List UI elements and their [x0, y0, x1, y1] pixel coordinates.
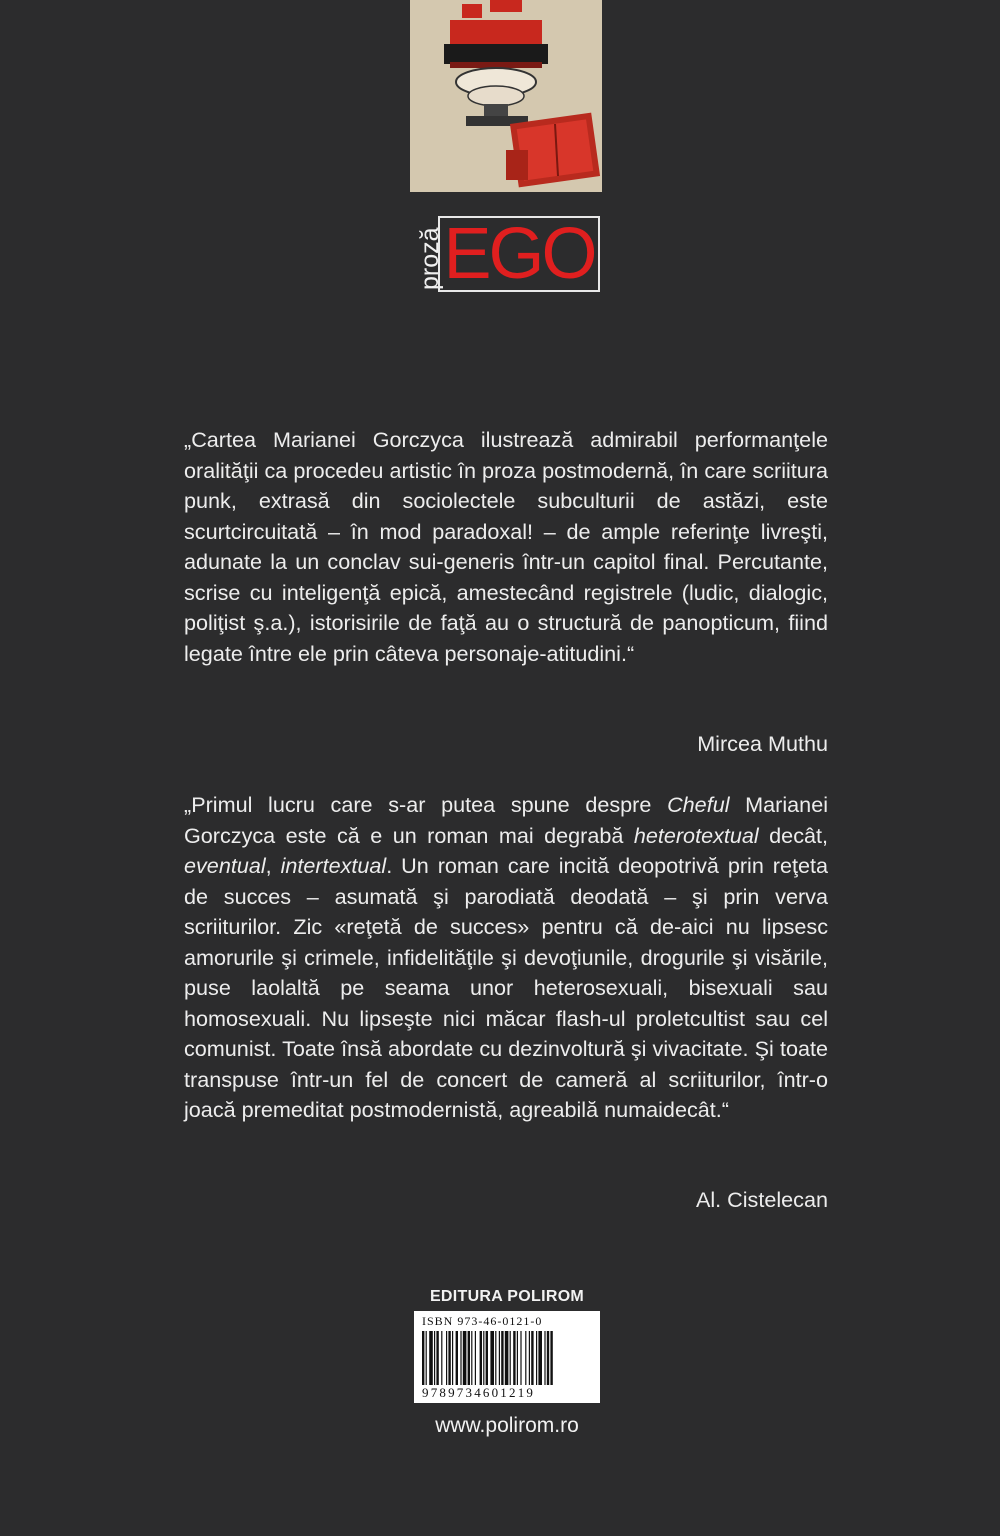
barcode-bar — [490, 1331, 494, 1385]
barcode-bar — [513, 1331, 515, 1385]
barcode-bar — [538, 1331, 542, 1385]
quote-text: decât, — [758, 822, 828, 848]
barcode-bar — [480, 1331, 482, 1385]
barcode-bar — [505, 1331, 509, 1385]
blurb-quote-2 — [184, 790, 828, 1126]
barcode-bar — [460, 1331, 461, 1385]
barcode-bar — [529, 1331, 530, 1385]
barcode-bar — [486, 1331, 488, 1385]
italic-term: Cheful — [667, 792, 730, 817]
barcode-bar — [422, 1331, 424, 1385]
barcode-bar — [517, 1331, 518, 1385]
barcode-bar — [429, 1331, 433, 1385]
barcode-bar — [441, 1331, 442, 1385]
barcode-bar — [547, 1331, 549, 1385]
barcode-bar — [456, 1331, 458, 1385]
barcode-bar — [501, 1331, 503, 1385]
imprint-logo — [410, 216, 604, 296]
isbn-number: ISBN 973-46-0121-0 — [422, 1314, 543, 1328]
publisher-name: EDITURA POLIROM — [429, 1288, 585, 1305]
barcode-bar — [525, 1331, 526, 1385]
quote-text: „Primul lucru care s-ar putea spune despre — [184, 792, 668, 817]
publisher-website: www.polirom.ro — [435, 1414, 579, 1437]
barcode-bar — [499, 1331, 500, 1385]
quote-text: „Cartea Marianei Gorczyca ilustrează admirabil performanţele oralităţii ca procedeu artistic în proza postmodernă, în care scriitura punk, extrasă din sociolectele subculturii de astăzi, este scurtcircuitată – în mod paradoxal! – de ample referinţe livreşti, adunate la un conclav sui-generis într-un capitol final. Percutante, scrise cu inteligenţă epică, amestecând registrele (ludic, dialogic, poliţist ş.a.), istorisirile de faţă au o structură de panopticum, fiind legate între ele prin câteva personaje-atitudini.“ — [184, 427, 828, 666]
barcode-bar — [520, 1331, 521, 1385]
barcode-bar — [475, 1331, 476, 1385]
barcode-bar — [436, 1331, 438, 1385]
italic-term: intertextual — [280, 853, 387, 878]
quote-author-2: Al. Cistelecan — [695, 1187, 828, 1212]
series-label: proză — [416, 227, 444, 290]
barcode-bar — [495, 1331, 496, 1385]
barcode-bar — [536, 1331, 537, 1385]
barcode-bar — [471, 1331, 472, 1385]
quote-text: , — [265, 853, 281, 878]
quote-text: . Un roman care incită deopotrivă prin reţeta de succes – asumată şi parodiată deodată – şi prin verva scriiturilor. Zic «reţetă de succes» pentru că de-aici nu lipsesc amorurile şi crimele, infidelităţile şi devoţiunile, drogurile şi visările, puse laolaltă pe seama unor heterosexuali, bisexuali sau homosexuali. Nu lipseşte nici măcar flash-ul proletcultist sau cel comunist. Toate însă abordate cu dezinvoltură şi vivacitate. Şi toate transpuse într-un fel de concert de cameră al scriiturilor, într-o joacă premeditat postmodernistă, agreabilă numaidecât.“ — [184, 853, 829, 1122]
italic-term: heterotextual — [633, 822, 759, 848]
barcode-icon — [422, 1331, 592, 1385]
blurb-quote-1 — [184, 425, 828, 669]
cover-illustration-icon — [410, 0, 602, 192]
ean-number: 9789734601219 — [422, 1385, 536, 1400]
barcode-bar — [434, 1331, 435, 1385]
barcode-bar — [448, 1331, 450, 1385]
barcode-bar — [550, 1331, 552, 1385]
italic-term: eventual — [184, 853, 266, 878]
barcode-bar — [483, 1331, 484, 1385]
quote-author-1: Mircea Muthu — [697, 731, 828, 756]
barcode-bar — [544, 1331, 545, 1385]
quote-text: Marianei Gorczyca este că e un roman mai degrabă — [184, 792, 828, 848]
ego-box — [438, 216, 600, 292]
barcode-bar — [452, 1331, 453, 1385]
barcode-bar — [510, 1331, 511, 1385]
barcode-bar — [426, 1331, 427, 1385]
barcode-bar — [531, 1331, 533, 1385]
barcode — [414, 1311, 600, 1403]
barcode-bar — [468, 1331, 470, 1385]
barcode-bar — [446, 1331, 447, 1385]
imprint-name: EGO — [443, 214, 595, 294]
barcode-bar — [463, 1331, 467, 1385]
